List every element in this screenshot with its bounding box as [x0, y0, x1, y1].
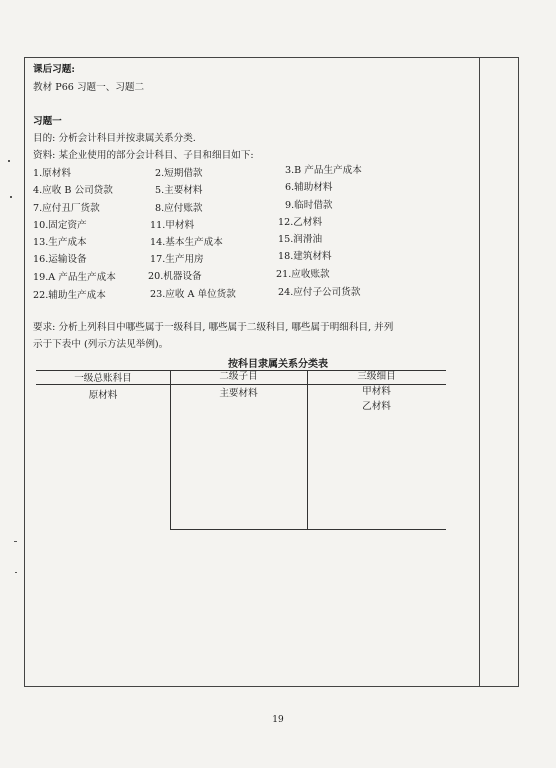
table-header-level3: 三级细目	[357, 371, 396, 382]
list-item: 5.主要材料	[155, 185, 203, 196]
table-bottom-rule	[170, 529, 446, 530]
list-item: 22.辅助生产成本	[33, 290, 106, 301]
list-item: 15.润滑油	[278, 234, 323, 245]
list-item: 12.乙材料	[278, 217, 323, 228]
list-item: 21.应收账款	[276, 269, 330, 280]
page-number: 19	[272, 715, 284, 725]
list-item: 9.临时借款	[285, 200, 333, 211]
list-item: 7.应付丑厂货款	[33, 203, 100, 214]
exercise-material: 资料: 某企业使用的部分会计科目、子目和细目如下:	[33, 150, 254, 161]
requirement-line-2: 示于下表中 (列示方法见举例)。	[33, 339, 169, 350]
list-item: 18.建筑材料	[278, 251, 332, 262]
list-item: 16.运输设备	[33, 254, 87, 265]
after-class-title: 课后习题:	[33, 64, 75, 75]
list-item: 24.应付子公司货款	[278, 287, 361, 298]
list-item: 4.应收 B 公司贷款	[33, 185, 113, 196]
list-item: 13.生产成本	[33, 237, 87, 248]
exercise-title: 习题一	[33, 116, 62, 127]
list-item: 20.机器设备	[148, 271, 202, 282]
list-item: 1.原材料	[33, 168, 71, 179]
list-item: 2.短期借款	[155, 168, 203, 179]
list-item: 3.B 产品生产成本	[285, 165, 362, 176]
textbook-reference: 教材 P66 习题一、习题二	[33, 82, 145, 93]
scan-speck	[15, 572, 17, 573]
exercise-purpose: 目的: 分析会计科目并按隶属关系分类.	[33, 133, 196, 144]
list-item: 6.辅助材料	[285, 182, 333, 193]
table-cell-level3: 乙材料	[362, 401, 391, 412]
table-title: 按科目隶属关系分类表	[228, 359, 328, 370]
scan-speck	[8, 160, 10, 162]
scan-speck	[10, 196, 12, 198]
table-cell-level1: 原材料	[88, 390, 118, 401]
table-header-level1: 一级总账科目	[74, 373, 132, 384]
table-cell-level2: 主要材料	[219, 388, 258, 399]
list-item: 23.应收 A 单位货款	[150, 289, 236, 300]
scan-speck	[14, 541, 17, 542]
list-item: 8.应付账款	[155, 203, 203, 214]
table-header-level2: 二级子目	[219, 371, 258, 382]
table-cell-level3: 甲材料	[362, 386, 391, 397]
list-item: 19.A 产品生产成本	[33, 272, 116, 283]
margin-line	[479, 57, 480, 687]
requirement-line-1: 要求: 分析上列科目中哪些属于一级科目, 哪些属于二级科目, 哪些属于明细科目, 并列	[33, 322, 394, 333]
list-item: 17.生产用房	[150, 254, 204, 265]
list-item: 10.固定资产	[33, 220, 87, 231]
list-item: 11.甲材料	[150, 220, 195, 231]
list-item: 14.基本生产成本	[150, 237, 223, 248]
